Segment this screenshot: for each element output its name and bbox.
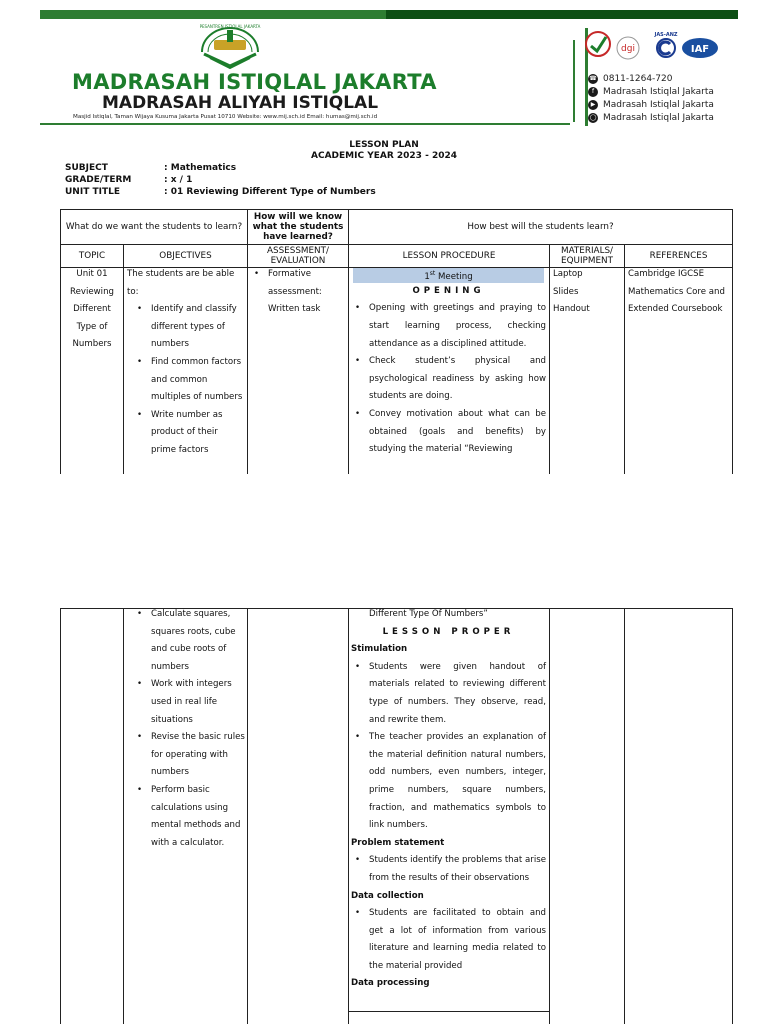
materials-cell: Laptop Slides Handout (553, 269, 590, 315)
instagram-icon: ◯ (589, 113, 597, 121)
references-cell: Cambridge IGCSE Mathematics Core and Extended Coursebook (628, 269, 725, 315)
meeting-label: 1st Meeting (353, 268, 544, 283)
problem-statement-title: Problem statement (351, 837, 445, 848)
contact-youtube[interactable]: ▶ Madrasah Istiqlal Jakarta (588, 98, 714, 111)
iso-approved-icon (586, 32, 610, 56)
contact-list (588, 72, 714, 124)
header-vertical-divider (573, 40, 575, 122)
procedure-continuation: Different Type Of Numbers” (369, 609, 488, 619)
header-know-learned: How will we know what the students have learned? (252, 212, 344, 242)
column-materials: MATERIALS/ EQUIPMENT (560, 246, 614, 266)
objective-item: • Revise the basic rules for operating with numbers (133, 729, 245, 782)
procedure-cell-continued (351, 606, 546, 993)
procedure-item: • Check student’s physical and psychological readiness by asking how students are doing. (351, 353, 546, 406)
school-name: MADRASAH ISTIQLAL JAKARTA (72, 70, 437, 94)
stimulation-title: Stimulation (351, 644, 408, 655)
academic-year: ACADEMIC YEAR 2023 - 2024 (311, 151, 457, 161)
header-learn-how: How best will the students learn? (467, 222, 614, 232)
youtube-icon: ▶ (588, 100, 598, 110)
procedure-item: • Convey motivation about what can be obtained (goals and benefits) by studying the material “Reviewing (351, 406, 546, 459)
jas-anz-logo-icon (653, 32, 677, 57)
info-grade: GRADE/TERM : x / 1 (65, 175, 193, 185)
column-lesson-procedure: LESSON PROCEDURE (402, 251, 496, 261)
lesson-proper-title: LESSON PROPER (382, 626, 515, 637)
school-subname: MADRASAH ALIYAH ISTIQLAL (102, 93, 379, 113)
contact-facebook[interactable]: f Madrasah Istiqlal Jakarta (588, 85, 714, 98)
assessment-cell (250, 266, 342, 319)
svg-text:JAS-ANZ: JAS-ANZ (654, 32, 678, 38)
column-topic: TOPIC (78, 251, 106, 261)
contact-whatsapp[interactable]: ☎ 0811-1264-720 (589, 73, 673, 84)
info-unit-title: UNIT TITLE : 01 Reviewing Different Type of Numbers (65, 187, 376, 197)
objective-item: • Write number as product of their prime factors (133, 407, 245, 460)
topic-cell: Unit 01 Reviewing Different Type of Numbers (70, 269, 114, 350)
header-color-bar (40, 10, 738, 19)
document-title: LESSON PLAN (349, 140, 419, 150)
procedure-item: • Students identify the problems that arise from the results of their observations (351, 852, 546, 887)
objective-item: • Identify and classify different types of numbers (133, 301, 245, 354)
school-address: Masjid Istiqlal, Taman Wijaya Kusuma Jakarta Pusat 10710 Website: www.mij.sch.id Email: humas@mij.sch.id (73, 114, 378, 120)
data-collection-title: Data collection (351, 890, 424, 901)
certification-logos (584, 28, 724, 68)
assessment-item: • Formative assessment: Written task (250, 266, 338, 319)
procedure-item: • Students are facilitated to obtain and get a lot of information from various literature and learning media related to the material provided (351, 905, 546, 975)
lesson-info (65, 163, 376, 199)
iaf-logo-icon (682, 38, 718, 58)
objective-item: • Calculate squares, squares roots, cube and cube roots of numbers (133, 606, 245, 676)
procedure-item: • Opening with greetings and praying to start learning process, checking attendance as a disciplined attitude. (351, 300, 546, 353)
objective-item: • Find common factors and common multiples of numbers (133, 354, 245, 407)
column-assessment: ASSESSMENT/ EVALUATION (267, 246, 329, 266)
opening-title: OPENING (412, 285, 485, 296)
procedure-item: • Students were given handout of materials related to reviewing different type of numbers. They observe, read, and rewrite them. (351, 659, 546, 729)
facebook-icon: f (588, 87, 598, 97)
objectives-cell: The students are be able to: • Identify and classify different types of numbers • Find common factors and common multiples of numbers • Write number as product of their prime factors (127, 266, 245, 460)
header-divider (40, 123, 570, 125)
procedure-item: • The teacher provides an explanation of the material definition natural numbers, odd numbers, even numbers, integer, prime numbers, square numbers, fraction, and mathematics symbols to link numbers. (351, 729, 546, 835)
objective-item: • Perform basic calculations using mental methods and with a calculator. (133, 782, 245, 852)
objective-item: • Work with integers used in real life situations (133, 676, 245, 729)
procedure-cell (351, 268, 546, 459)
data-processing-title: Data processing (351, 978, 430, 989)
whatsapp-icon: ☎ (589, 74, 597, 82)
objectives-cell-continued (127, 606, 245, 852)
svg-text:dgi: dgi (621, 44, 635, 54)
emblem-text: PESANTREN ISTIQLAL JAKARTA (199, 24, 261, 29)
svg-text:IAF: IAF (690, 44, 710, 55)
header-learn-what: What do we want the students to learn? (61, 210, 247, 244)
contact-instagram[interactable]: ◯ Madrasah Istiqlal Jakarta (589, 112, 714, 123)
column-references: REFERENCES (649, 251, 708, 261)
column-objectives: OBJECTIVES (159, 251, 212, 261)
school-emblem-icon (190, 22, 270, 70)
dgi-logo-icon (617, 37, 639, 59)
info-subject: SUBJECT : Mathematics (65, 163, 237, 173)
